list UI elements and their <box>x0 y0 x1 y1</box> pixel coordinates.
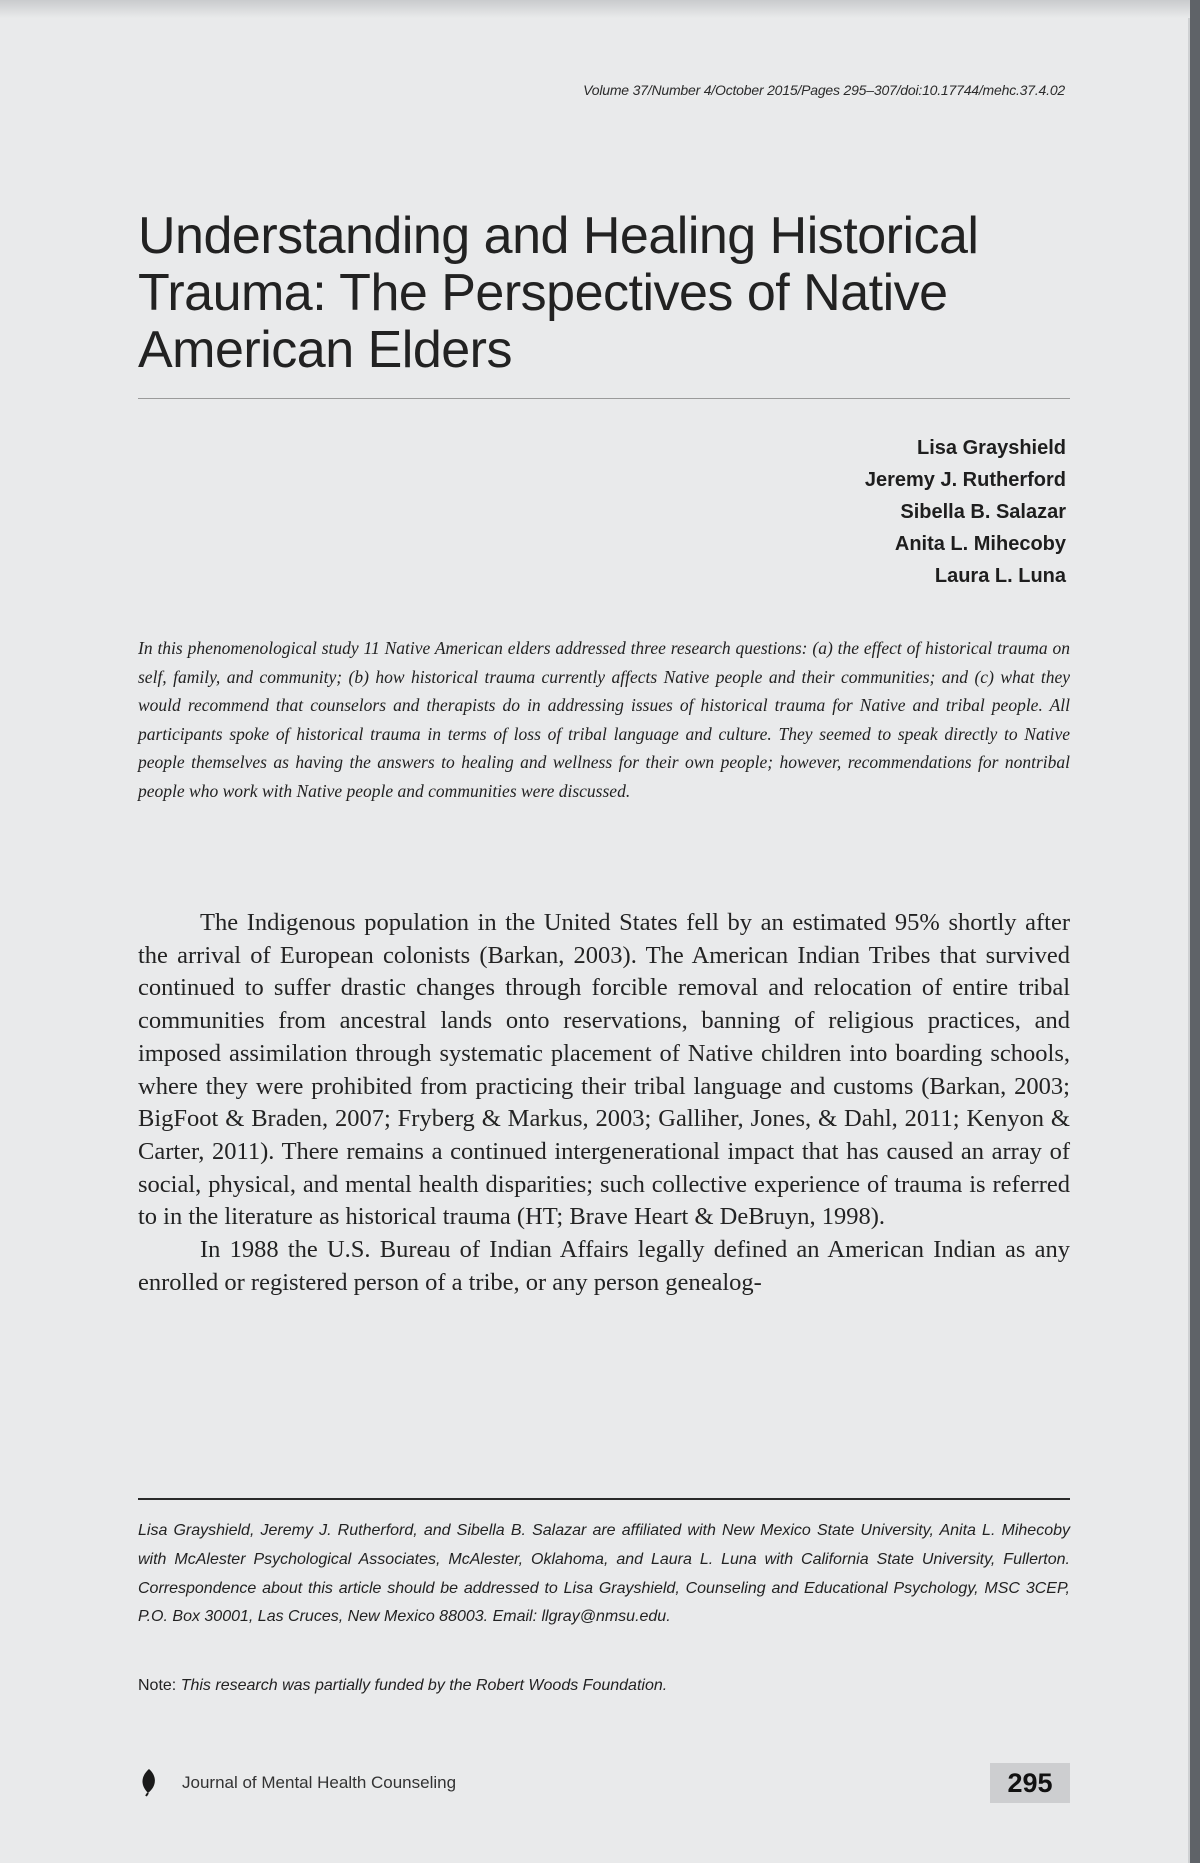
scan-edge <box>0 0 1190 18</box>
article-title: Understanding and Healing Historical Trauma: The Perspectives of Native American Elders <box>138 207 979 379</box>
author-name: Lisa Grayshield <box>917 437 1066 459</box>
running-head: Volume 37/Number 4/October 2015/Pages 295–307/doi:10.17744/mehc.37.4.02 <box>583 82 1065 98</box>
footnote-divider <box>138 1498 1070 1500</box>
abstract: In this phenomenological study 11 Native American elders addressed three research questions: (a) the effect of historical trauma on self, family, and community; (b) how historical trauma currently affects Native people and their communities; and (c) what they would recommend that counselors and therapists do in addressing issues of historical trauma for Native and tribal people. All participants spoke of historical trauma in terms of loss of tribal language and culture. They seemed to speak directly to Native people themselves as having the answers to healing and wellness for their own people; however, recommendations for nontribal people who work with Native people and communities were discussed. <box>138 638 1070 801</box>
body-text <box>138 907 1070 1299</box>
title-divider <box>138 398 1070 399</box>
body-paragraph: In 1988 the U.S. Bureau of Indian Affairs legally defined an American Indian as any enrolled or registered person of a tribe, or any person genealog- <box>138 1236 1070 1296</box>
author-list <box>865 432 1066 592</box>
author-name: Anita L. Mihecoby <box>894 533 1066 555</box>
author-name: Jeremy J. Rutherford <box>864 469 1066 491</box>
page-number: 295 <box>990 1763 1070 1803</box>
funding-note <box>138 1677 1070 1695</box>
note-label: Note: <box>138 1677 177 1694</box>
leaf-icon <box>138 1767 160 1797</box>
author-name: Sibella B. Salazar <box>900 501 1066 523</box>
author-name: Laura L. Luna <box>934 565 1066 587</box>
author-affiliation-note: Lisa Grayshield, Jeremy J. Rutherford, and Sibella B. Salazar are affiliated with New Mexico State University, Anita L. Mihecoby with McAlester Psychological Associates, McAlester, Oklahoma, and Laura L. Luna with California State University, Fullerton. Correspondence about this article should be addressed to Lisa Grayshield, Counseling and Educational Psychology, MSC 3CEP, P.O. Box 30001, Las Cruces, New Mexico 88003. Email: llgray@nmsu.edu. <box>138 1522 1070 1626</box>
journal-name: Journal of Mental Health Counseling <box>182 1773 457 1792</box>
page-footer <box>138 1763 1070 1803</box>
note-text: This research was partially funded by the Robert Woods Foundation. <box>180 1677 668 1694</box>
body-paragraph: The Indigenous population in the United States fell by an estimated 95% shortly after the arrival of European colonists (Barkan, 2003). The American Indian Tribes that survived continued to suffer drastic changes through forcible removal and relocation of entire tribal communities from ancestral lands onto reservations, banning of religious practices, and imposed assimilation through systematic placement of Native children into boarding schools, where they were prohibited from practicing their tribal language and customs (Barkan, 2003; BigFoot & Braden, 2007; Fryberg & Markus, 2003; Galliher, Jones, & Dahl, 2011; Kenyon & Carter, 2011). There remains a continued intergenerational impact that has caused an array of social, physical, and mental health disparities; such collective experience of trauma is referred to in the literature as historical trauma (HT; Brave Heart & DeBruyn, 1998). <box>138 909 1070 1231</box>
